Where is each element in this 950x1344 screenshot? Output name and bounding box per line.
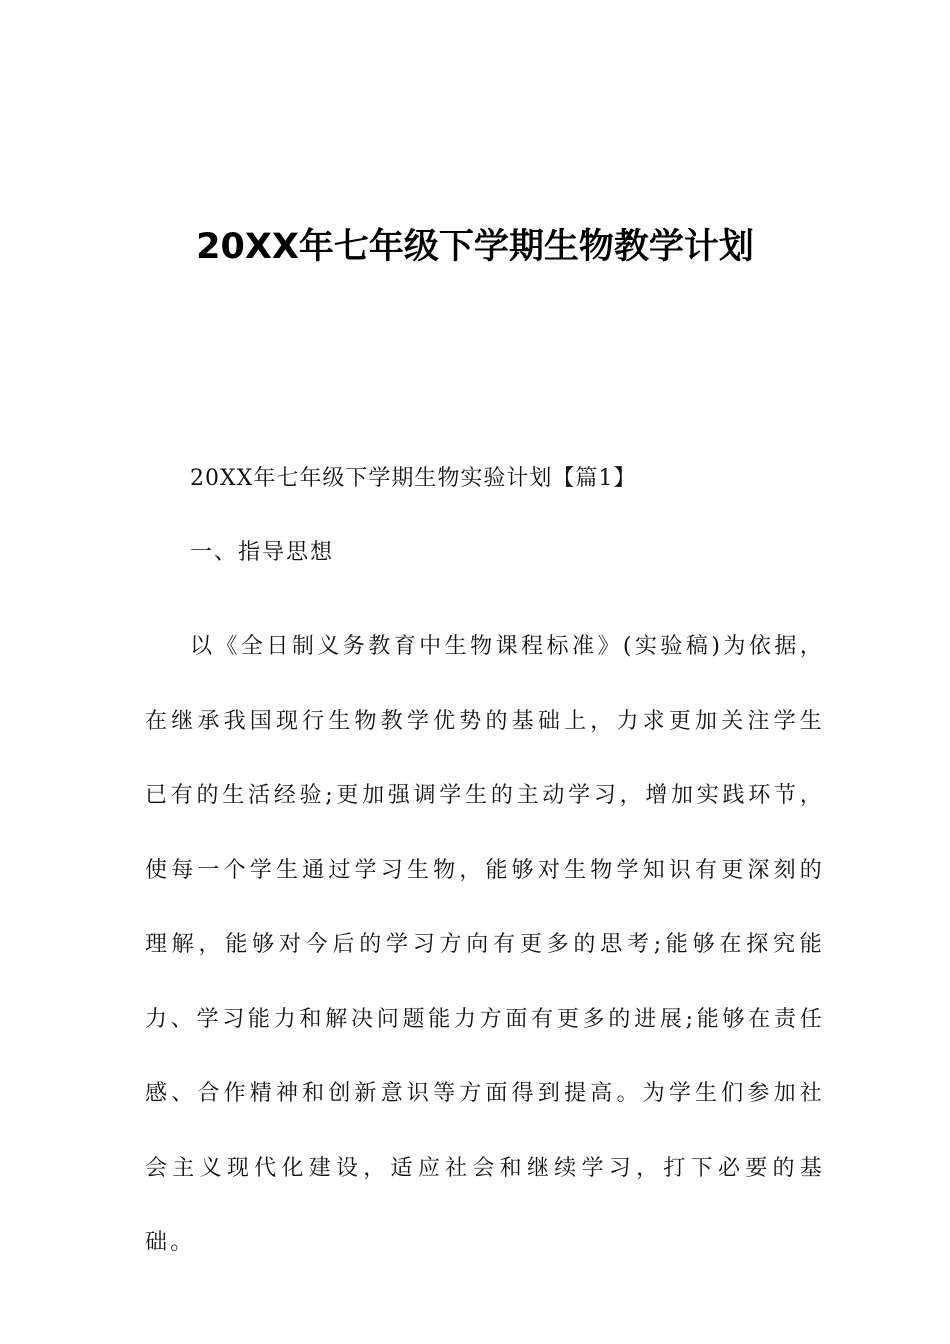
document-subtitle: 20XX年七年级下学期生物实验计划【篇1】 — [190, 466, 637, 491]
page-title: 20XX年七年级下学期生物教学计划 — [196, 227, 754, 267]
body-paragraph: 以《全日制义务教育中生物课程标准》(实验稿)为依据，在继承我国现行生物教学优势的基础上，力求更加关注学生已有的生活经验;更加强调学生的主动学习，增加实践环节，使每一个学生通过学习生物，能够对生物学知识有更深刻的理解，能够对今后的学习方向有更多的思考;能够在探究能力、学习能力和解决问题能力方面有更多的进展;能够在责任感、合作精神和创新意识等方面得到提高。为学生们参加社会主义现代化建设，适应社会和继续学习，打下必要的基础。 — [145, 634, 825, 1255]
section-heading: 一、指导思想 — [190, 540, 335, 565]
